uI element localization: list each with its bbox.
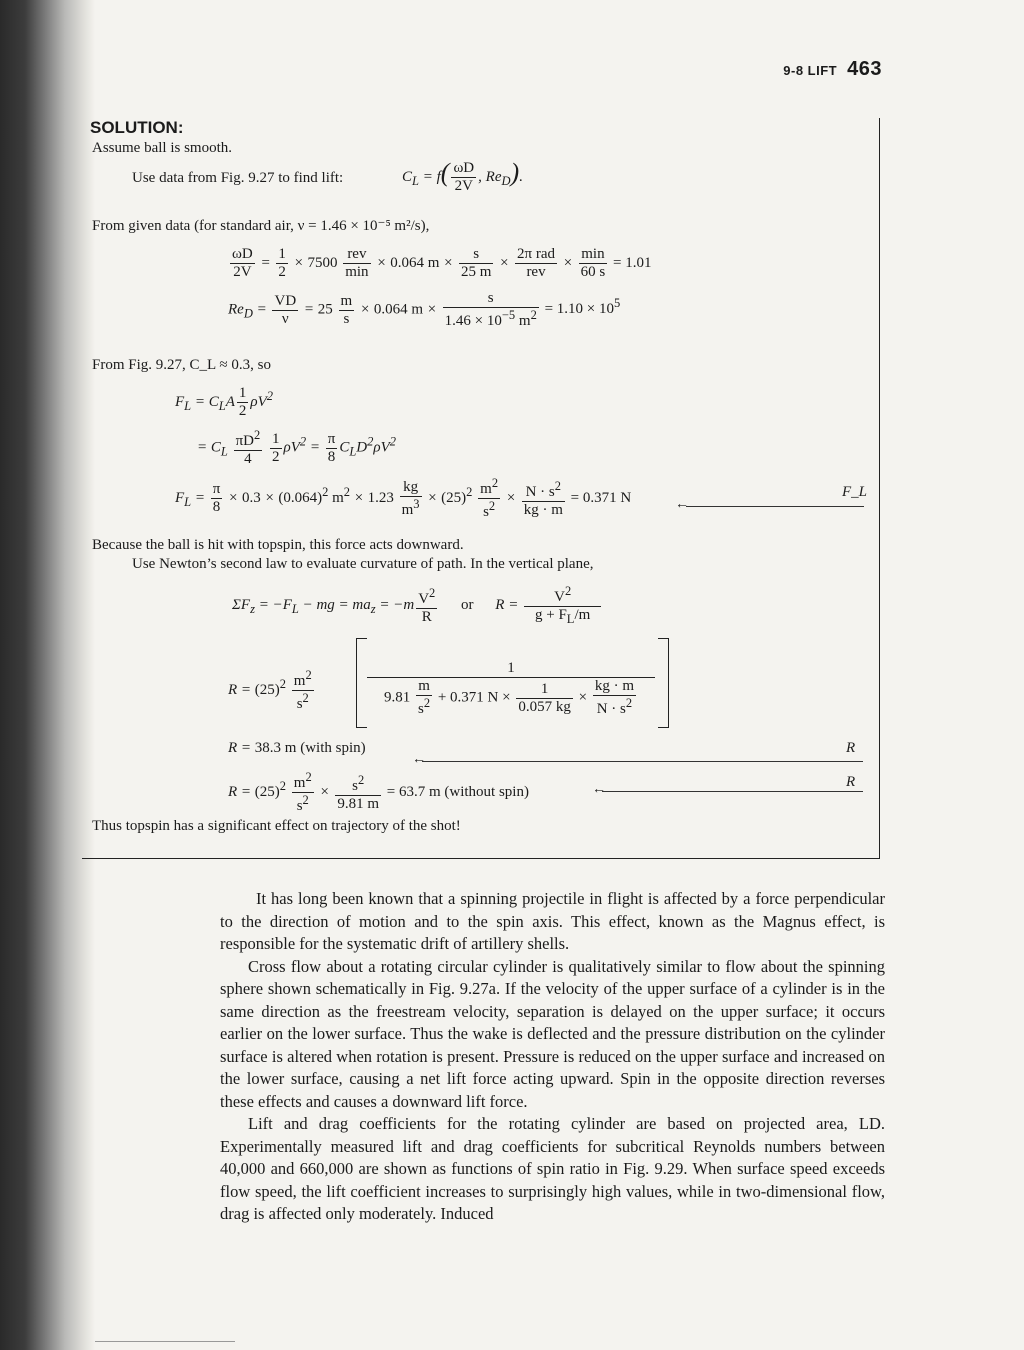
eq-radius-nospin: $R = (25)^2$ $\frac{m^2}{s^2}$ × $\frac{s^2}{9.81 m}$ = 63.7 m (without spin) [228, 770, 529, 814]
answer-rule-r1 [422, 761, 863, 762]
answer-rule-fl [686, 506, 864, 507]
answer-arrow-icon: ← [592, 782, 606, 797]
cl-relation: $C_L = f$( $\frac{\omega D}{2V}$ , $Re_D$). [402, 158, 523, 195]
answer-label-fl: F_L [842, 484, 868, 500]
eq-radius-spin: R = 38.3 m (with spin) [228, 740, 366, 756]
section-label: 9-8 LIFT [783, 63, 838, 78]
page-number: 463 [847, 58, 882, 80]
answer-arrow-icon: ← [412, 752, 426, 767]
eq-spin-ratio: $\frac{\omega D}{2V}$ = $\frac{1}{2}$ × 7500 $\frac{\text{rev}}{\min}$ × 0.064 m × $\frac{s}{25 m}$ × $\frac{\text{2π rad}}{\text{rev}}$ × $\frac{\min}{60 s}$ = 1.01 [232, 246, 652, 280]
paragraph: Cross flow about a rotating circular cylinder is qualitatively similar to flow about the spinning sphere shown schematically in Fig. 9.27a. If the velocity of the upper surface of a cylinder is in the same direction as the freestream velocity, separation is delayed on the upper surface; it occurs earlier on the lower surface. Thus the wake is deflected and the pressure distribution on the cylinder surface is altered when rotation is present. Pressure is reduced on the upper surface and increased on the lower surface, causing a net lift force acting upward. Spin in the opposite direction reverses these effects and causes a downward lift force. [220, 956, 885, 1111]
paragraph: It has long been known that a spinning projectile in flight is affected by a force perpendicular to the direction of motion and to the spin axis. This effect, known as the Magnus effect, is responsible for the systematic drift of artillery shells. [220, 889, 885, 953]
assumption-text: Assume ball is smooth. [92, 140, 233, 156]
eq-lift-def: $F_L = C_LA$ $\frac{1}{2}$ $\rho V^2$ [175, 385, 274, 419]
eq-radius-lhs: $R = (25)^2$ $\frac{m^2}{s^2}$ [228, 668, 312, 712]
footer-rule [95, 1341, 235, 1342]
answer-label-r1: R [846, 740, 856, 756]
running-head [783, 58, 882, 81]
binding-shadow [0, 0, 95, 1350]
downward-text: Because the ball is hit with topspin, this force acts downward. [92, 537, 464, 553]
eq-reynolds: $Re_D$ = $\frac{VD}{\nu}$ = 25 $\frac{m}{s}$ × 0.064 m × $\frac{s}{1.46 \times 10^{-5} m^2}$ = $1.10 \times 10^5$ [228, 290, 621, 329]
from-fig-text: From Fig. 9.27, C_L ≈ 0.3, so [92, 357, 271, 373]
paragraph: Lift and drag coefficients for the rotating cylinder are based on projected area, LD. Experimentally measured lift and drag coefficients for subcritical Reynolds numbers between 40,000 and 660,000 are shown as functions of spin ratio in Fig. 9.29. When surface speed exceeds flow speed, the lift coefficient increases to surprisingly high values, while in two-dimensional flow, drag is affected only moderately. Induced [220, 1114, 885, 1223]
solution-title: SOLUTION: [90, 118, 184, 137]
body-text [220, 888, 885, 1226]
bracket-right [658, 638, 669, 728]
eq-newton: $\Sigma F_z = -F_L$ − mg = $ma_z = -m$ $\frac{V^2}{R}$ or R = $\frac{V^2}{g + F_L/m}$ [232, 584, 603, 627]
answer-label-r2: R [846, 774, 856, 790]
use-data-text: Use data from Fig. 9.27 to find lift: [132, 170, 344, 186]
conclusion-text: Thus topspin has a significant effect on trajectory of the shot! [92, 818, 461, 834]
eq-lift-numeric: $F_L$ = $\frac{\pi}{8}$ × $0.3 \times (0.064)^2$ $m^2 \times 1.23$ $\frac{kg}{m^3}$ × $(25)^2$ $\frac{m^2}{s^2}$ × $\frac{N \cdot s^2}{kg \cdot m}$ = 0.371 N [175, 476, 632, 520]
eq-lift-expand: = $C_L$ $\frac{\pi D^2}{4}$ $\frac{1}{2}$ $\rho V^2$ = $\frac{\pi}{8}$ $C_LD^2\rho V^2$ [197, 428, 397, 467]
given-data-text: From given data (for standard air, ν = 1.46 × 10⁻⁵ m²/s), [92, 218, 430, 234]
answer-arrow-icon: ← [675, 497, 689, 512]
eq-radius-fraction: 1 9.81 $\frac{m}{s^2}$ + 0.371 N × $\frac{1}{0.057 kg}$ × $\frac{kg \cdot m}{N \cdot s^2}$ [365, 660, 657, 718]
newton-text: Use Newton’s second law to evaluate curvature of path. In the vertical plane, [132, 556, 594, 572]
answer-rule-r2 [602, 791, 863, 792]
